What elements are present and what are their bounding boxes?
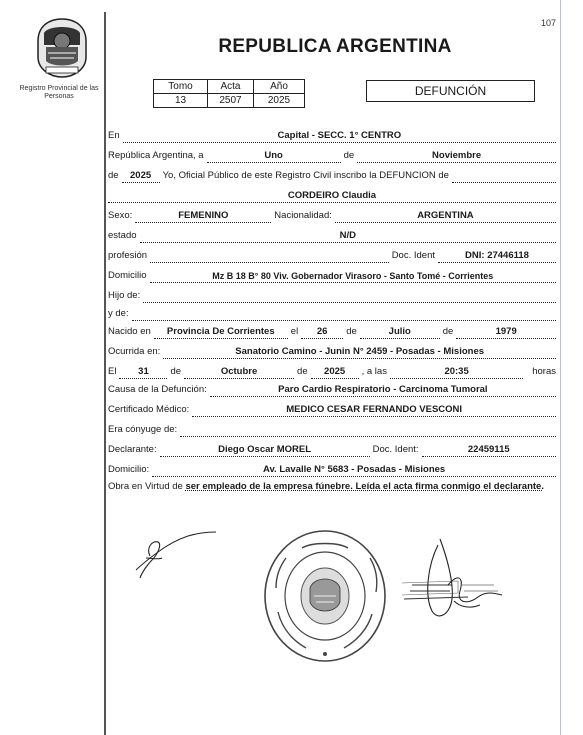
value-anio: 2025: [254, 94, 305, 108]
value-nacido-anio: 1979: [456, 325, 556, 339]
row-fecha-defuncion: [108, 363, 556, 379]
value-nacionalidad: ARGENTINA: [335, 209, 556, 223]
label-de-def-mes: de: [170, 366, 182, 377]
value-nacido-lugar: Provincia De Corrientes: [154, 325, 288, 339]
record-type-box: DEFUNCIÓN: [366, 80, 535, 102]
label-domicilio2: Domicilio:: [108, 464, 150, 475]
row-domicilio-declarante: [108, 461, 556, 477]
value-def-anio: 2025: [311, 365, 359, 379]
value-def-hora: 20:35: [390, 365, 523, 379]
label-certificado: Certificado Médico:: [108, 404, 190, 415]
value-ocurrida: Sanatorio Camino - Junin N° 2459 - Posadas - Misiones: [163, 345, 556, 359]
value-acta: 2507: [208, 94, 254, 108]
label-y-de: y de:: [108, 308, 129, 319]
label-horas: horas: [532, 366, 556, 377]
value-hijo-de: [143, 289, 556, 303]
row-conyuge: [108, 421, 556, 437]
label-el2: El: [108, 366, 117, 377]
row-fecha: [108, 147, 556, 163]
header-acta: Acta: [208, 80, 254, 94]
value-lugar: Capital - SECC. 1° CENTRO: [123, 129, 556, 143]
header-tomo: Tomo: [154, 80, 208, 94]
value-declarante-doc: 22459115: [422, 443, 556, 457]
label-declarante: Declarante:: [108, 444, 157, 455]
value-sexo: FEMENINO: [135, 209, 271, 223]
label-el: el: [290, 326, 299, 337]
label-yo: Yo, Oficial Público de este Registro Civil inscribo la DEFUNCION de: [162, 170, 449, 181]
row-estado: [108, 227, 556, 243]
value-domicilio: Mz B 18 B° 80 Viv. Gobernador Virasoro - Santo Tomé - Corrientes: [150, 269, 556, 283]
value-doc: DNI: 27446118: [438, 249, 556, 263]
label-domicilio: Domicilio: [108, 270, 147, 281]
row-profesion: [108, 247, 556, 263]
value-def-mes: Octubre: [184, 365, 294, 379]
label-profesion: profesión: [108, 250, 148, 261]
provincial-seal-icon: [36, 17, 88, 79]
row-ocurrida: [108, 343, 556, 359]
label-doc-ident2: Doc. Ident:: [372, 444, 419, 455]
header-anio: Año: [254, 80, 305, 94]
row-nacido: [108, 323, 556, 339]
closing-bold: ser empleado de la empresa fúnebre. Leída el acta firma conmigo el declarante.: [185, 481, 544, 492]
value-estado: N/D: [140, 229, 556, 243]
value-nombre: CORDEIRO Claudia: [108, 189, 556, 203]
value-nacido-mes: Julio: [360, 325, 440, 339]
official-stamp-icon: [262, 528, 388, 664]
value-certificado: MEDICO CESAR FERNANDO VESCONI: [192, 403, 556, 417]
right-margin-line: [560, 0, 561, 735]
value-conyuge: [180, 423, 556, 437]
row-causa: [108, 381, 556, 397]
tomo-acta-anio-table: [153, 79, 305, 108]
row-inscribo: [108, 167, 556, 183]
value-y-de: [132, 307, 556, 321]
page-number: 107: [540, 18, 556, 28]
value-dia: Uno: [207, 149, 341, 163]
row-certificado: [108, 401, 556, 417]
value-nacido-dia: 26: [301, 325, 343, 339]
value-anio: 2025: [122, 169, 160, 183]
label-hijo-de: Hijo de:: [108, 290, 141, 301]
value-def-dia: 31: [119, 365, 167, 379]
value-tomo: 13: [154, 94, 208, 108]
row-sexo: [108, 207, 556, 223]
label-de-anio: de: [108, 170, 119, 181]
row-y-de: [108, 305, 556, 321]
value-blank-after-yo: [452, 169, 556, 183]
page-title: REPUBLICA ARGENTINA: [218, 36, 452, 57]
row-declarante: [108, 441, 556, 457]
signature-right-icon: [398, 515, 528, 625]
label-nacionalidad: Nacionalidad:: [274, 210, 332, 221]
label-de-mes: de: [346, 326, 357, 337]
closing-prefix: Obra en Virtud de: [108, 481, 183, 492]
label-de: de: [343, 150, 355, 161]
label-ocurrida-en: Ocurrida en:: [108, 346, 161, 357]
registro-label: Registro Provincial de las Personas: [19, 85, 99, 100]
label-causa: Causa de la Defunción:: [108, 384, 207, 395]
value-declarante-domicilio: Av. Lavalle N° 5683 - Posadas - Misiones: [152, 463, 556, 477]
label-a-las: , a las: [361, 366, 387, 377]
row-nombre: [108, 187, 556, 203]
label-sexo: Sexo:: [108, 210, 133, 221]
left-margin-line: [104, 12, 106, 735]
label-estado: estado: [108, 230, 137, 241]
label-de-def-anio: de: [297, 366, 308, 377]
signature-left-icon: [128, 528, 218, 583]
value-declarante: Diego Oscar MOREL: [160, 443, 370, 457]
label-en: En: [108, 130, 120, 141]
value-mes: Noviembre: [357, 149, 556, 163]
row-hijo-de: [108, 287, 556, 303]
label-nacido-en: Nacido en: [108, 326, 151, 337]
value-profesion: [150, 249, 389, 263]
label-conyuge: Era cónyuge de:: [108, 424, 178, 435]
value-causa: Paro Cardio Respiratorio - Carcinoma Tumoral: [210, 383, 556, 397]
row-domicilio: [108, 267, 556, 283]
label-de-anio-nac: de: [442, 326, 454, 337]
label-doc-ident: Doc. Ident: [391, 250, 435, 261]
label-republica: República Argentina, a: [108, 150, 204, 161]
closing-paragraph: [108, 479, 556, 495]
row-lugar: [108, 127, 556, 143]
